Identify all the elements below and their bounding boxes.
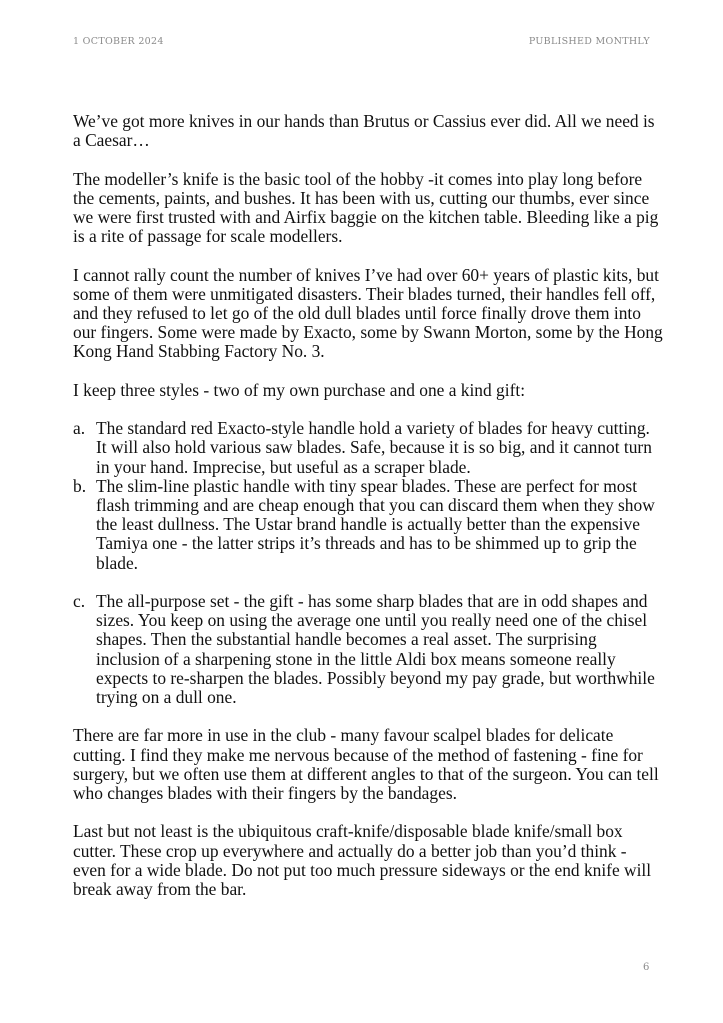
list-item: [73, 419, 663, 477]
list-marker: c.: [73, 591, 86, 611]
paragraph-knife-history: I cannot rally count the number of knives I’ve had over 60+ years of plastic kits, but some of them were unmitigated disasters. Their blades turned, their handles fell off, and they refused to let go of the old dull blades until force finally drove them into our fingers. Some were made by Exacto, some by Swann Morton, some by the Hong Kong Hand Stabbing Factory No. 3.: [73, 264, 663, 362]
paragraph-craft-knife: Last but not least is the ubiquitous craft-knife/disposable blade knife/small box cutter. These crop up everywhere and actually do a better job than you’d think - even for a wide blade. Do not put too much pressure sideways or the end knife will break away from the bar.: [73, 821, 652, 900]
list-item-text: The all-purpose set - the gift - has some sharp blades that are in odd shapes and sizes. You keep on using the average one until you really need one of the chisel shapes. Then the substantial handle becomes a real asset. The surprising inclusion of a sharpening stone in the little Aldi box means someone really expects to re-sharpen the blades. Possibly beyond my pay grade, but worthwhile trying on a dull one.: [96, 591, 655, 708]
publication-frequency: PUBLISHED MONTHLY: [528, 36, 650, 47]
list-item: [73, 592, 663, 707]
list-item-text: The slim-line plastic handle with tiny spear blades. These are perfect for most flash trimming and are cheap enough that you can discard them when they show the least dullness. The Ustar brand handle is actually better than the expensive Tamiya one - the latter strips it’s threads and has to be shimmed up to grip the blade.: [96, 475, 655, 573]
page-number: 6: [643, 962, 650, 973]
paragraph-intro: We’ve got more knives in our hands than Brutus or Cassius ever did. All we need is a Caesar…: [73, 111, 655, 151]
issue-date: 1 OCTOBER 2024: [73, 36, 164, 47]
list-item-text: The standard red Exacto-style handle hold a variety of blades for heavy cutting. It will also hold various saw blades. Safe, because it is so big, and it cannot turn in your hand. Imprecise, but useful as a scraper blade.: [96, 418, 652, 477]
page-header: [73, 36, 650, 47]
list-marker: b.: [73, 475, 87, 496]
paragraph-club-scalpels: There are far more in use in the club - many favour scalpel blades for delicate cutting. I find they make me nervous because of the method of fastening - fine for surgery, but we often use them at different angles to that of the surgeon. You can tell who changes blades with their fingers by the bandages.: [73, 725, 659, 804]
list-item: [73, 477, 663, 573]
paragraph-modellers-knife: The modeller’s knife is the basic tool of the hobby -it comes into play long before the cements, paints, and bushes. It has been with us, cutting our thumbs, ever since we were first trusted with and Airfix baggie on the kitchen table. Bleeding like a pig is a rite of passage for scale modellers.: [73, 168, 659, 247]
list-marker: a.: [73, 418, 86, 439]
knife-styles-list: [73, 419, 663, 707]
article-body: [73, 112, 663, 918]
paragraph-three-styles: I keep three styles - two of my own purchase and one a kind gift:: [73, 379, 526, 400]
